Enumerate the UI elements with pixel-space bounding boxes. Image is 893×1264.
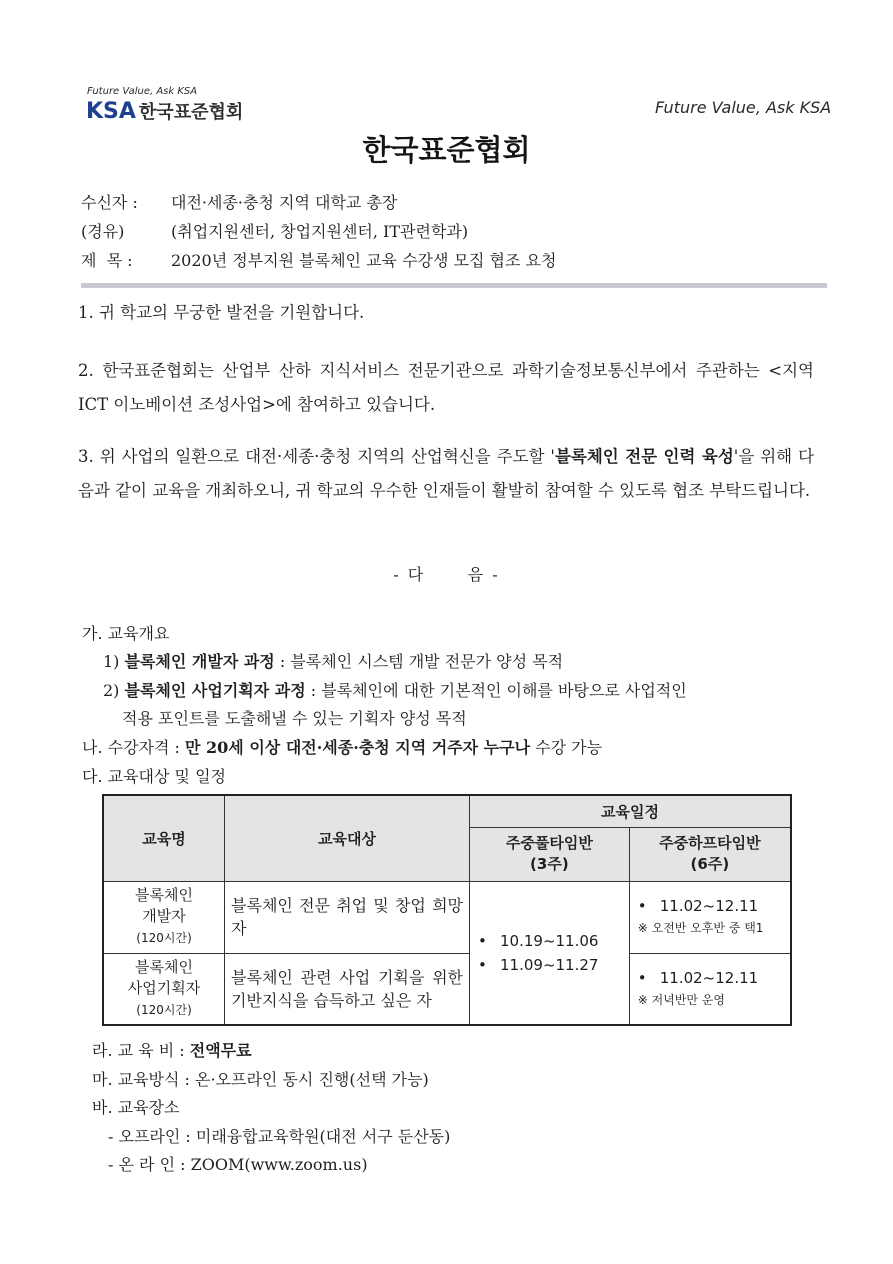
recipient-label: 수신자 : (81, 193, 138, 212)
fulltime-date-2-text: 11.09~11.27 (500, 955, 599, 974)
course-hours: (120시간) (136, 931, 192, 945)
page-title: 한국표준협회 (362, 133, 531, 167)
course-name-line1: 블록체인 (135, 886, 193, 904)
na-label: 나. 수강자격 : (82, 738, 186, 757)
header-fulltime (470, 827, 630, 881)
item1-number: 1) (103, 652, 120, 671)
item2-desc: : 블록체인에 대한 기본적인 이해를 바탕으로 사업적인 (305, 681, 687, 700)
schedule-table (102, 794, 792, 1026)
header-target: 교육대상 (225, 795, 470, 881)
item2-title: 블록체인 사업기획자 과정 (124, 681, 306, 700)
via-value: (취업지원센터, 창업지원센터, IT관련학과) (171, 222, 469, 241)
course-item-2-cont: 적용 포인트를 도출해낼 수 있는 기획자 양성 목적 (122, 709, 467, 728)
section-ra (92, 1038, 252, 1061)
section-ga: 가. 교육개요 (82, 624, 170, 643)
via-label: (경유) (81, 222, 125, 241)
ra-bold: 전액무료 (189, 1041, 252, 1060)
bullet-icon: • (637, 897, 647, 915)
section-ma: 마. 교육방식 : 온·오프라인 동시 진행(선택 가능) (92, 1070, 429, 1089)
course-item-1 (103, 649, 563, 672)
paragraph-1: 1. 귀 학교의 무궁한 발전을 기원합니다. (78, 303, 365, 322)
halftime-date-text: 11.02~12.11 (659, 897, 759, 915)
course-name-line2: 사업기획자 (127, 978, 201, 997)
fulltime-date-1 (478, 929, 629, 953)
via-row (81, 219, 468, 242)
ksa-logo (86, 98, 243, 124)
course-target-cell: 블록체인 관련 사업 기획을 위한 기반지식을 습득하고 싶은 자 (225, 953, 470, 1025)
fulltime-date-1-text: 10.19~11.06 (500, 931, 599, 950)
location-online: - 온 라 인 : ZOOM(www.zoom.us) (108, 1155, 368, 1174)
item2-number: 2) (103, 681, 120, 700)
subject-value: 2020년 정부지원 블록체인 교육 수강생 모집 협조 요청 (171, 251, 557, 270)
paragraph-2: 2. 한국표준협회는 산업부 산하 지식서비스 전문기관으로 과학기술정보통신부에서 주관하는 <지역 ICT 이노베이션 조성사업>에 참여하고 있습니다. (78, 361, 814, 414)
course-name-line1: 블록체인 (135, 957, 193, 976)
header-course-name: 교육명 (103, 795, 225, 881)
section-mark: - 다 음 - (393, 565, 500, 584)
fulltime-label: 주중풀타임반 (505, 834, 593, 852)
p3-start: 3. 위 사업의 일환으로 대전·세종·충청 지역의 산업혁신을 주도할 ' (78, 447, 555, 466)
halftime-cell (629, 881, 791, 953)
p3-bold: 블록체인 전문 인력 육성 (554, 447, 734, 466)
halftime-date (638, 895, 790, 917)
subject-row (81, 248, 556, 271)
section-ba: 바. 교육장소 (92, 1098, 180, 1117)
logo-slogan: Future Value, Ask KSA (87, 86, 198, 97)
location-offline: - 오프라인 : 미래융합교육학원(대전 서구 둔산동) (108, 1127, 451, 1146)
na-rest: 수강 가능 (530, 738, 603, 757)
course-name-cell (103, 881, 225, 953)
logo-ksa-text: KSA (86, 99, 136, 124)
halftime-label: 주중하프타임반 (659, 834, 761, 852)
bullet-icon: • (637, 968, 647, 987)
header-halftime (629, 827, 791, 881)
halftime-date (638, 967, 790, 989)
header-divider (81, 283, 827, 288)
course-name-line2: 개발자 (142, 907, 186, 925)
halftime-cell (629, 953, 791, 1025)
halftime-weeks: (6주) (690, 855, 730, 873)
recipient-row (81, 190, 397, 213)
course-target-cell: 블록체인 전문 취업 및 창업 희망자 (225, 881, 470, 953)
p3-end: '을 위해 다음과 같이 교육을 개최하오니, 귀 학교의 우수한 인재들이 활발히 참여할 수 있도록 협조 부탁드립니다. (78, 447, 815, 500)
header-slogan: Future Value, Ask KSA (655, 98, 832, 117)
course-item-2 (103, 678, 687, 701)
course-name-cell (103, 953, 225, 1025)
table-row (103, 881, 791, 953)
fulltime-date-2 (478, 953, 629, 977)
halftime-note: ※ 오전반 오후반 중 택1 (637, 921, 764, 935)
header-schedule: 교육일정 (470, 795, 792, 827)
recipient-value: 대전·세종·충청 지역 대학교 총장 (171, 193, 398, 212)
section-da: 다. 교육대상 및 일정 (82, 767, 226, 786)
item1-title: 블록체인 개발자 과정 (124, 652, 275, 671)
section-na (82, 735, 602, 758)
fulltime-weeks: (3주) (530, 855, 569, 873)
na-bold: 만 20세 이상 대전·세종·충청 지역 거주자 누구나 (185, 738, 531, 757)
course-hours: (120시간) (136, 1002, 192, 1017)
logo-org-text: 한국표준협회 (138, 102, 244, 123)
item1-desc: : 블록체인 시스템 개발 전문가 양성 목적 (274, 652, 564, 671)
bullet-icon: • (478, 931, 487, 950)
paragraph-3 (78, 440, 814, 508)
fulltime-dates-cell (470, 881, 630, 1025)
subject-label: 제 목 : (81, 251, 133, 270)
halftime-note: ※ 저녁반만 운영 (637, 992, 725, 1007)
halftime-date-text: 11.02~12.11 (659, 968, 759, 987)
table-row (103, 953, 791, 1025)
ra-label: 라. 교 육 비 : (92, 1041, 190, 1060)
bullet-icon: • (478, 955, 487, 974)
